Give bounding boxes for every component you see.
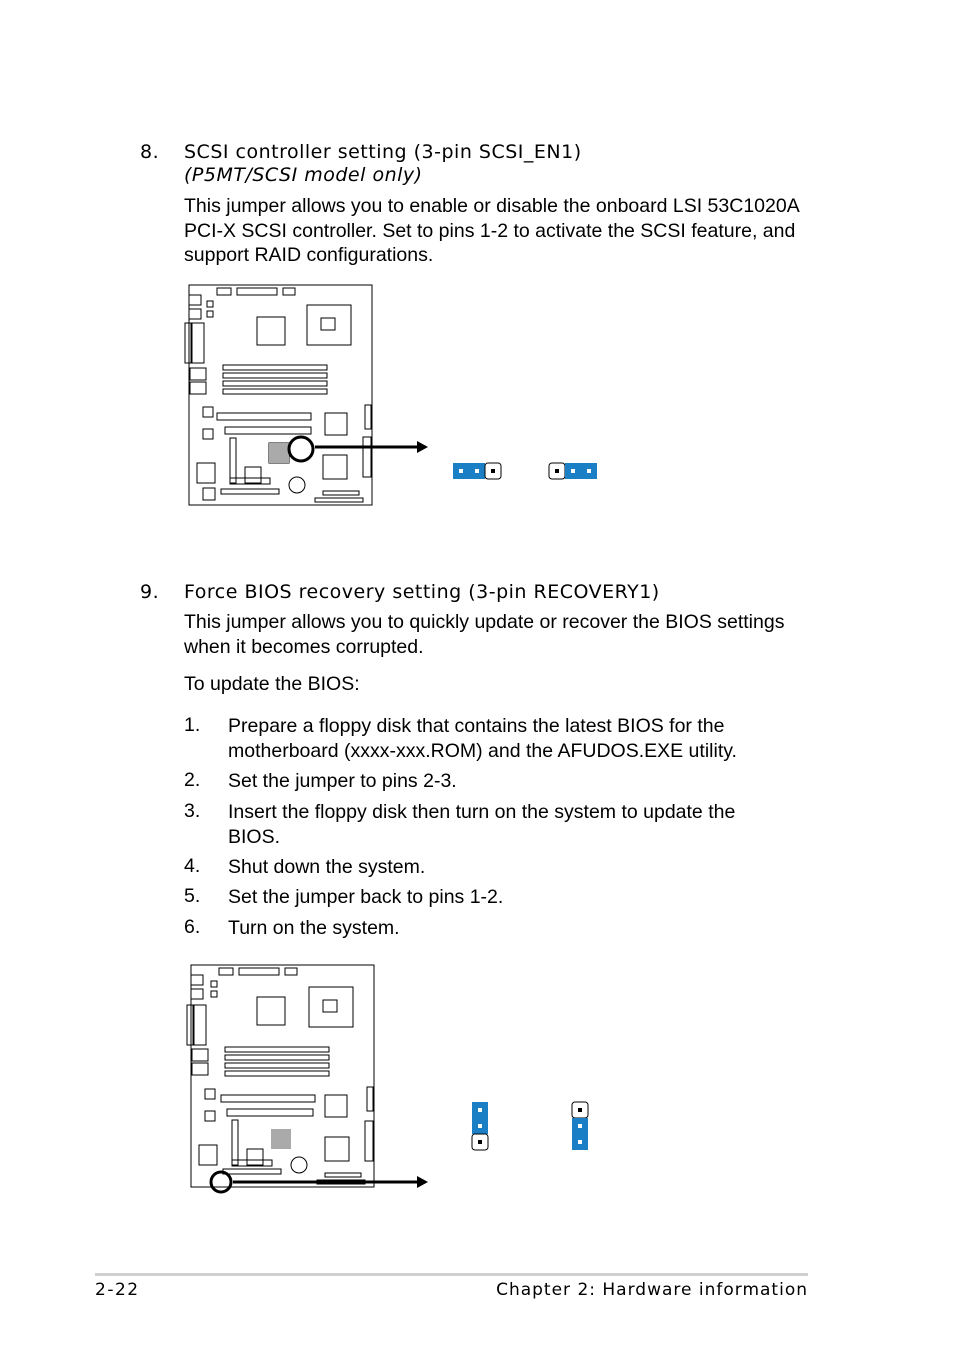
step-number: 4. [184,855,201,877]
section-8-description: This jumper allows you to enable or disable the onboard LSI 53C1020A PCI-X SCSI controller. Set to pins 1-2 to activate the SCSI feature, and support RAID configurations. [184,195,799,266]
section-8-number: 8. [140,141,160,163]
section-8-title: SCSI controller setting (3-pin SCSI_EN1) [184,141,582,163]
scsi-jumper-enabled [452,462,504,480]
chapter-title: Chapter 2: Hardware information [496,1280,808,1300]
step-text: Shut down the system. [228,856,426,878]
section-8-subtitle: (P5MT/SCSI model only) [184,164,423,186]
step-number: 6. [184,916,201,938]
step-text: Set the jumper to pins 2-3. [228,770,457,792]
step-text: Turn on the system. [228,917,400,939]
step-number: 2. [184,769,201,791]
section-9-description: This jumper allows you to quickly update or recover the BIOS settings when it becomes corrupted. [184,611,785,658]
step-text: Set the jumper back to pins 1-2. [228,886,504,908]
section-9-title: Force BIOS recovery setting (3-pin RECOVERY1) [184,581,660,603]
recovery-jumper-normal [471,1101,491,1153]
scsi-jumper-disabled [548,462,600,480]
step-text: Prepare a floppy disk that contains the latest BIOS for the motherboard (xxxx-xxx.ROM) and the AFUDOS.EXE utility. [228,715,737,762]
step-number: 1. [184,714,201,736]
motherboard-diagram-recovery [185,963,435,1193]
footer-rule [95,1273,808,1276]
page-number: 2-22 [95,1280,140,1300]
section-9-number: 9. [140,581,160,603]
motherboard-diagram-scsi [185,283,435,513]
section-9-intro: To update the BIOS: [184,673,360,695]
recovery-jumper-bios [571,1101,591,1153]
step-number: 5. [184,885,201,907]
step-text: Insert the floppy disk then turn on the system to update the BIOS. [228,801,736,848]
step-number: 3. [184,800,201,822]
